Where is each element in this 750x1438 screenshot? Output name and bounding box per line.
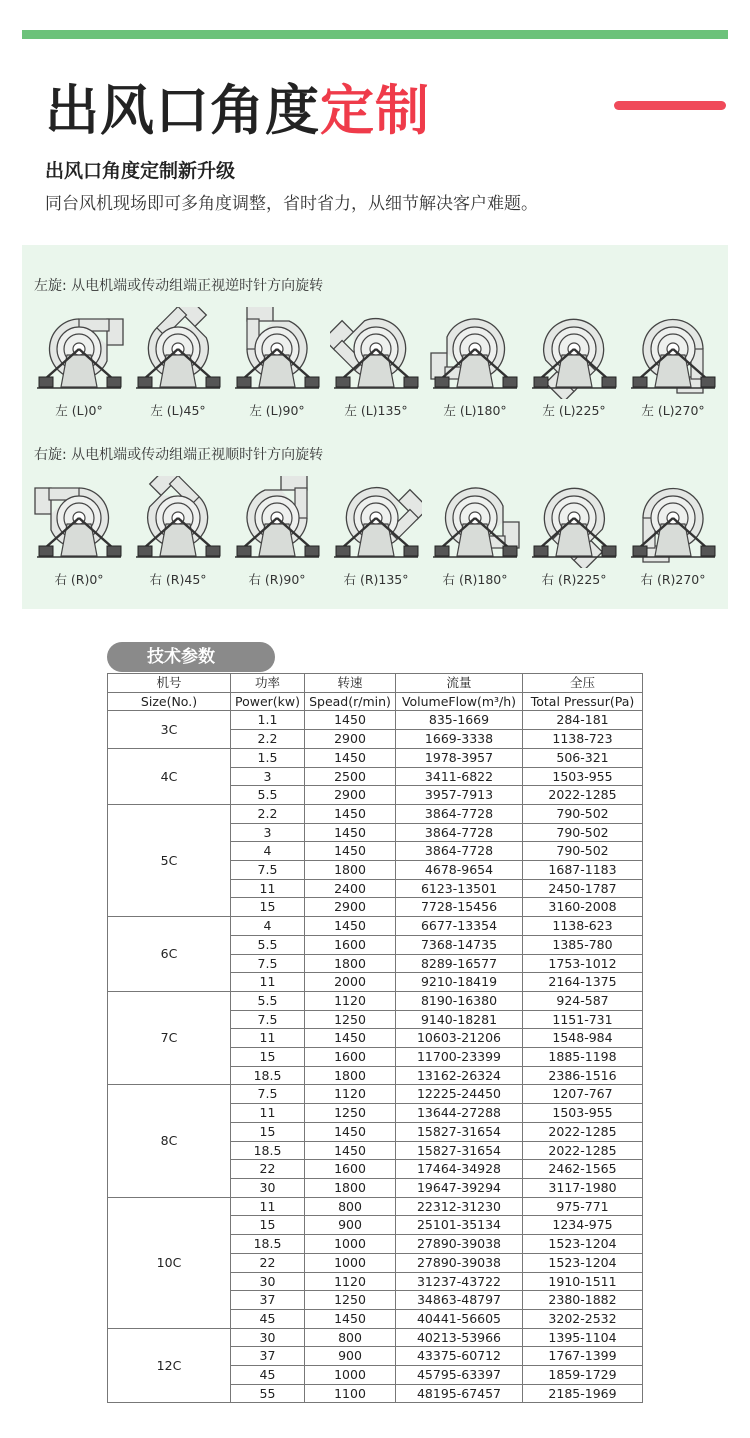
table-cell: 790-502 — [523, 842, 643, 861]
table-cell: 2900 — [305, 786, 396, 805]
right-fan-90 — [228, 476, 326, 588]
table-cell: 1450 — [305, 823, 396, 842]
table-cell: 924-587 — [523, 991, 643, 1010]
table-cell: 10603-21206 — [396, 1029, 523, 1048]
table-cell: 3 — [231, 823, 305, 842]
table-cell: 1450 — [305, 842, 396, 861]
column-header: 全压 — [523, 674, 643, 693]
table-cell: 12225-24450 — [396, 1085, 523, 1104]
table-cell: 18.5 — [231, 1066, 305, 1085]
right-fan-45 — [129, 476, 227, 588]
column-header: Power(kw) — [231, 692, 305, 711]
column-header: 功率 — [231, 674, 305, 693]
fan-label: 右 (R)0° — [54, 572, 104, 587]
table-cell: 1250 — [305, 1291, 396, 1310]
column-header: 流量 — [396, 674, 523, 693]
table-cell: 5.5 — [231, 786, 305, 805]
right-fan-180 — [426, 476, 524, 588]
fan-diagram-icon — [528, 307, 620, 399]
right-rotation-heading: 右旋: 从电机端或传动组端正视顺时针方向旋转 — [34, 447, 324, 463]
table-cell: 1385-780 — [523, 935, 643, 954]
left-fan-180 — [426, 307, 524, 419]
table-cell: 1523-1204 — [523, 1253, 643, 1272]
spec-tab: 技术参数 — [107, 642, 275, 672]
table-cell: 1450 — [305, 748, 396, 767]
table-cell: 15 — [231, 1122, 305, 1141]
left-fan-135 — [327, 307, 425, 419]
table-cell: 8289-16577 — [396, 954, 523, 973]
table-cell: 1100 — [305, 1384, 396, 1403]
table-cell: 1120 — [305, 991, 396, 1010]
table-cell: 1800 — [305, 861, 396, 880]
fan-diagram-icon — [627, 476, 719, 568]
right-fan-135 — [327, 476, 425, 588]
fan-diagram-icon — [231, 476, 323, 568]
table-cell: 1450 — [305, 711, 396, 730]
table-cell: 30 — [231, 1328, 305, 1347]
table-cell: 1800 — [305, 1178, 396, 1197]
table-cell: 1450 — [305, 804, 396, 823]
table-cell: 6123-13501 — [396, 879, 523, 898]
right-fan-225 — [525, 476, 623, 588]
fan-diagram-icon — [528, 476, 620, 568]
table-cell: 2386-1516 — [523, 1066, 643, 1085]
table-cell: 1000 — [305, 1235, 396, 1254]
table-header-row — [108, 674, 643, 693]
table-row — [108, 917, 643, 936]
table-cell: 800 — [305, 1328, 396, 1347]
table-cell: 3864-7728 — [396, 804, 523, 823]
size-cell: 8C — [108, 1085, 231, 1197]
table-cell: 11 — [231, 1029, 305, 1048]
spec-table — [107, 673, 643, 1403]
table-cell: 1800 — [305, 1066, 396, 1085]
right-fan-0 — [30, 476, 128, 588]
table-cell: 31237-43722 — [396, 1272, 523, 1291]
size-cell: 12C — [108, 1328, 231, 1403]
table-cell: 7368-14735 — [396, 935, 523, 954]
page-title — [45, 76, 430, 146]
table-cell: 1000 — [305, 1366, 396, 1385]
column-header: 转速 — [305, 674, 396, 693]
table-cell: 1978-3957 — [396, 748, 523, 767]
table-cell: 2380-1882 — [523, 1291, 643, 1310]
size-cell: 3C — [108, 711, 231, 748]
size-cell: 4C — [108, 748, 231, 804]
column-header: Total Pressur(Pa) — [523, 692, 643, 711]
table-cell: 7.5 — [231, 861, 305, 880]
table-cell: 1523-1204 — [523, 1235, 643, 1254]
table-cell: 34863-48797 — [396, 1291, 523, 1310]
size-cell: 5C — [108, 804, 231, 916]
table-cell: 48195-67457 — [396, 1384, 523, 1403]
table-cell: 45 — [231, 1366, 305, 1385]
table-row — [108, 804, 643, 823]
size-cell: 7C — [108, 991, 231, 1085]
table-cell: 1767-1399 — [523, 1347, 643, 1366]
table-cell: 15827-31654 — [396, 1122, 523, 1141]
table-cell: 1250 — [305, 1104, 396, 1123]
table-cell: 790-502 — [523, 823, 643, 842]
table-cell: 22 — [231, 1160, 305, 1179]
table-cell: 2400 — [305, 879, 396, 898]
table-cell: 30 — [231, 1272, 305, 1291]
table-cell: 1687-1183 — [523, 861, 643, 880]
table-cell: 37 — [231, 1291, 305, 1310]
table-cell: 1450 — [305, 1122, 396, 1141]
table-cell: 1885-1198 — [523, 1048, 643, 1067]
table-cell: 2500 — [305, 767, 396, 786]
table-cell: 1.5 — [231, 748, 305, 767]
top-accent-bar — [22, 30, 728, 39]
fan-label: 左 (L)0° — [55, 403, 103, 418]
table-row — [108, 748, 643, 767]
table-cell: 2450-1787 — [523, 879, 643, 898]
table-cell: 2900 — [305, 730, 396, 749]
table-row — [108, 711, 643, 730]
table-cell: 2022-1285 — [523, 786, 643, 805]
fan-diagram-icon — [132, 307, 224, 399]
fan-label: 左 (L)225° — [542, 403, 606, 418]
column-header: 机号 — [108, 674, 231, 693]
table-cell: 2.2 — [231, 804, 305, 823]
table-cell: 2000 — [305, 973, 396, 992]
fan-diagram-icon — [330, 476, 422, 568]
table-cell: 3117-1980 — [523, 1178, 643, 1197]
table-cell: 1138-623 — [523, 917, 643, 936]
table-cell: 3 — [231, 767, 305, 786]
table-cell: 27890-39038 — [396, 1253, 523, 1272]
left-fan-0 — [30, 307, 128, 419]
table-cell: 11 — [231, 1197, 305, 1216]
table-cell: 11 — [231, 973, 305, 992]
size-cell: 10C — [108, 1197, 231, 1328]
table-cell: 1.1 — [231, 711, 305, 730]
table-cell: 15 — [231, 898, 305, 917]
title-decoration-bar — [614, 101, 726, 110]
table-cell: 1450 — [305, 1141, 396, 1160]
table-cell: 4678-9654 — [396, 861, 523, 880]
table-cell: 1600 — [305, 1160, 396, 1179]
table-cell: 6677-13354 — [396, 917, 523, 936]
fan-label: 右 (R)180° — [442, 572, 508, 587]
fan-label: 右 (R)90° — [248, 572, 306, 587]
left-fan-45 — [129, 307, 227, 419]
left-fan-90 — [228, 307, 326, 419]
table-cell: 900 — [305, 1347, 396, 1366]
table-cell: 55 — [231, 1384, 305, 1403]
fan-label: 左 (L)270° — [641, 403, 705, 418]
column-header: VolumeFlow(m³/h) — [396, 692, 523, 711]
right-fan-270 — [624, 476, 722, 588]
table-cell: 2022-1285 — [523, 1122, 643, 1141]
table-cell: 3864-7728 — [396, 823, 523, 842]
table-cell: 1250 — [305, 1010, 396, 1029]
fan-label: 左 (L)180° — [443, 403, 507, 418]
fan-diagram-icon — [627, 307, 719, 399]
table-cell: 1800 — [305, 954, 396, 973]
table-cell: 1234-975 — [523, 1216, 643, 1235]
table-cell: 1753-1012 — [523, 954, 643, 973]
fan-label: 左 (L)90° — [249, 403, 305, 418]
page-subtitle: 出风口角度定制新升级 — [45, 160, 236, 182]
table-cell: 1548-984 — [523, 1029, 643, 1048]
table-cell: 40213-53966 — [396, 1328, 523, 1347]
table-cell: 18.5 — [231, 1235, 305, 1254]
table-row — [108, 1085, 643, 1104]
table-cell: 1600 — [305, 1048, 396, 1067]
table-cell: 8190-16380 — [396, 991, 523, 1010]
table-row — [108, 991, 643, 1010]
fan-label: 左 (L)135° — [344, 403, 408, 418]
table-cell: 13644-27288 — [396, 1104, 523, 1123]
page-description: 同台风机现场即可多角度调整，省时省力，从细节解决客户难题。 — [45, 194, 538, 214]
fan-diagram-icon — [231, 307, 323, 399]
table-cell: 835-1669 — [396, 711, 523, 730]
table-cell: 1600 — [305, 935, 396, 954]
table-cell: 2900 — [305, 898, 396, 917]
table-cell: 22 — [231, 1253, 305, 1272]
table-cell: 1503-955 — [523, 767, 643, 786]
fan-label: 左 (L)45° — [150, 403, 206, 418]
table-cell: 7.5 — [231, 1010, 305, 1029]
table-cell: 9140-18281 — [396, 1010, 523, 1029]
table-cell: 2022-1285 — [523, 1141, 643, 1160]
table-cell: 40441-56605 — [396, 1309, 523, 1328]
column-header: Size(No.) — [108, 692, 231, 711]
title-accent: 定制 — [320, 79, 430, 142]
table-cell: 19647-39294 — [396, 1178, 523, 1197]
rotation-panel — [22, 245, 728, 609]
table-cell: 2462-1565 — [523, 1160, 643, 1179]
table-cell: 3864-7728 — [396, 842, 523, 861]
table-cell: 1503-955 — [523, 1104, 643, 1123]
table-cell: 25101-35134 — [396, 1216, 523, 1235]
table-cell: 1450 — [305, 917, 396, 936]
left-fan-270 — [624, 307, 722, 419]
table-cell: 284-181 — [523, 711, 643, 730]
table-cell: 4 — [231, 917, 305, 936]
table-cell: 900 — [305, 1216, 396, 1235]
table-cell: 17464-34928 — [396, 1160, 523, 1179]
table-cell: 15 — [231, 1048, 305, 1067]
column-header: Spead(r/min) — [305, 692, 396, 711]
table-cell: 5.5 — [231, 935, 305, 954]
table-cell: 9210-18419 — [396, 973, 523, 992]
table-cell: 27890-39038 — [396, 1235, 523, 1254]
table-cell: 2.2 — [231, 730, 305, 749]
table-cell: 22312-31230 — [396, 1197, 523, 1216]
table-cell: 975-771 — [523, 1197, 643, 1216]
table-cell: 1120 — [305, 1085, 396, 1104]
table-cell: 1450 — [305, 1029, 396, 1048]
table-cell: 11700-23399 — [396, 1048, 523, 1067]
table-cell: 11 — [231, 1104, 305, 1123]
table-cell: 790-502 — [523, 804, 643, 823]
fan-diagram-icon — [429, 307, 521, 399]
table-cell: 13162-26324 — [396, 1066, 523, 1085]
left-fan-225 — [525, 307, 623, 419]
table-cell: 3957-7913 — [396, 786, 523, 805]
table-cell: 7.5 — [231, 954, 305, 973]
table-cell: 1859-1729 — [523, 1366, 643, 1385]
table-cell: 1000 — [305, 1253, 396, 1272]
table-row — [108, 1328, 643, 1347]
fan-label: 右 (R)135° — [343, 572, 409, 587]
fan-diagram-icon — [429, 476, 521, 568]
table-cell: 2164-1375 — [523, 973, 643, 992]
fan-diagram-icon — [33, 476, 125, 568]
fan-diagram-icon — [132, 476, 224, 568]
table-cell: 1207-767 — [523, 1085, 643, 1104]
fan-label: 右 (R)45° — [149, 572, 207, 587]
table-cell: 3160-2008 — [523, 898, 643, 917]
table-cell: 37 — [231, 1347, 305, 1366]
table-cell: 1120 — [305, 1272, 396, 1291]
table-cell: 15827-31654 — [396, 1141, 523, 1160]
table-cell: 45 — [231, 1309, 305, 1328]
left-rotation-heading: 左旋: 从电机端或传动组端正视逆时针方向旋转 — [34, 278, 324, 294]
table-header-row — [108, 692, 643, 711]
table-cell: 3411-6822 — [396, 767, 523, 786]
size-cell: 6C — [108, 917, 231, 992]
table-cell: 1151-731 — [523, 1010, 643, 1029]
table-cell: 506-321 — [523, 748, 643, 767]
table-cell: 7728-15456 — [396, 898, 523, 917]
table-cell: 5.5 — [231, 991, 305, 1010]
title-main: 出风口角度 — [45, 79, 320, 142]
table-cell: 18.5 — [231, 1141, 305, 1160]
table-row — [108, 1197, 643, 1216]
fan-diagram-icon — [330, 307, 422, 399]
fan-label: 右 (R)225° — [541, 572, 607, 587]
table-cell: 7.5 — [231, 1085, 305, 1104]
table-cell: 1138-723 — [523, 730, 643, 749]
table-cell: 1395-1104 — [523, 1328, 643, 1347]
table-cell: 1669-3338 — [396, 730, 523, 749]
table-cell: 1450 — [305, 1309, 396, 1328]
table-cell: 3202-2532 — [523, 1309, 643, 1328]
fan-label: 右 (R)270° — [640, 572, 706, 587]
table-cell: 45795-63397 — [396, 1366, 523, 1385]
table-cell: 1910-1511 — [523, 1272, 643, 1291]
table-cell: 4 — [231, 842, 305, 861]
fan-diagram-icon — [33, 307, 125, 399]
table-cell: 2185-1969 — [523, 1384, 643, 1403]
table-cell: 800 — [305, 1197, 396, 1216]
table-cell: 43375-60712 — [396, 1347, 523, 1366]
table-cell: 15 — [231, 1216, 305, 1235]
table-cell: 30 — [231, 1178, 305, 1197]
table-cell: 11 — [231, 879, 305, 898]
